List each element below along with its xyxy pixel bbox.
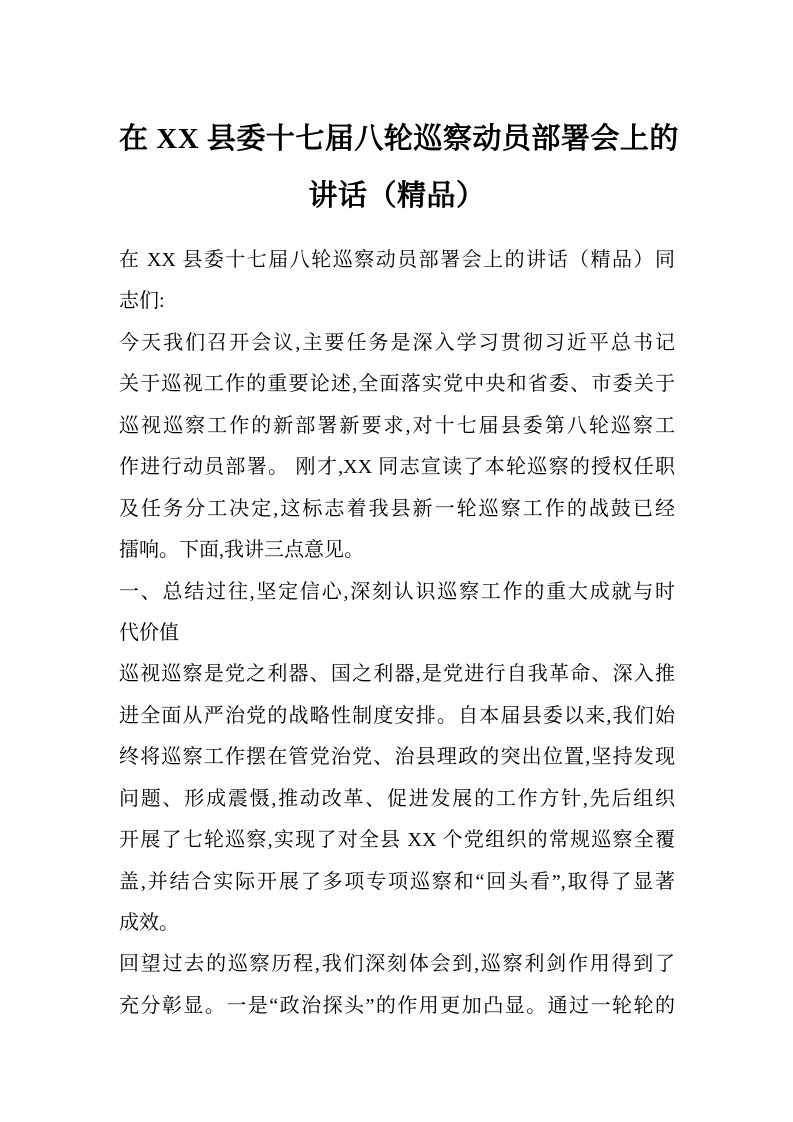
body-text-line: 成效。 — [119, 912, 179, 934]
body-text-line: 志们: — [119, 290, 165, 313]
body-text-line: 终将巡察工作摆在管党治党、治县理政的突出位置,坚持发现 — [119, 746, 675, 769]
body-text-line: 及任务分工决定,这标志着我县新一轮巡察工作的战鼓已经 — [119, 497, 675, 520]
document-body — [119, 240, 675, 1027]
body-text-line: 进全面从严治党的战略性制度安排。自本届县委以来,我们始 — [119, 704, 675, 727]
document-title — [119, 111, 679, 225]
body-text-line: 代价值 — [119, 621, 179, 644]
document-title-line: 在 XX 县委十七届八轮巡察动员部署会上的 — [119, 123, 679, 155]
body-text-line: 今天我们召开会议,主要任务是深入学习贯彻习近平总书记 — [119, 331, 675, 354]
body-text-line: 盖,并结合实际开展了多项专项巡察和“回头看”,取得了显著 — [119, 870, 675, 893]
body-text-line: 巡视巡察是党之利器、国之利器,是党进行自我革命、深入推 — [119, 663, 675, 686]
body-text-line: 巡视巡察工作的新部署新要求,对十七届县委第八轮巡察工 — [119, 414, 675, 437]
body-text-line: 擂响。下面,我讲三点意见。 — [119, 539, 364, 562]
body-text-line: 充分彰显。一是“政治探头”的作用更加凸显。通过一轮轮的 — [119, 994, 675, 1017]
body-text-line: 回望过去的巡察历程,我们深刻体会到,巡察利剑作用得到了 — [119, 953, 675, 976]
body-text-line: 作进行动员部署。 刚才,XX 同志宣读了本轮巡察的授权任职 — [119, 456, 675, 479]
body-text-line: 在 XX 县委十七届八轮巡察动员部署会上的讲话（精品）同 — [119, 249, 675, 271]
body-text-line: 关于巡视工作的重要论述,全面落实党中央和省委、市委关于 — [119, 373, 675, 396]
document-title-line: 讲话（精品） — [308, 180, 486, 212]
body-text-line: 开展了七轮巡察,实现了对全县 XX 个党组织的常规巡察全覆 — [119, 829, 675, 852]
body-text-line: 一、总结过往,坚定信心,深刻认识巡察工作的重大成就与时 — [119, 580, 675, 603]
body-text-line: 问题、形成震慑,推动改革、促进发展的工作方针,先后组织 — [119, 787, 675, 810]
